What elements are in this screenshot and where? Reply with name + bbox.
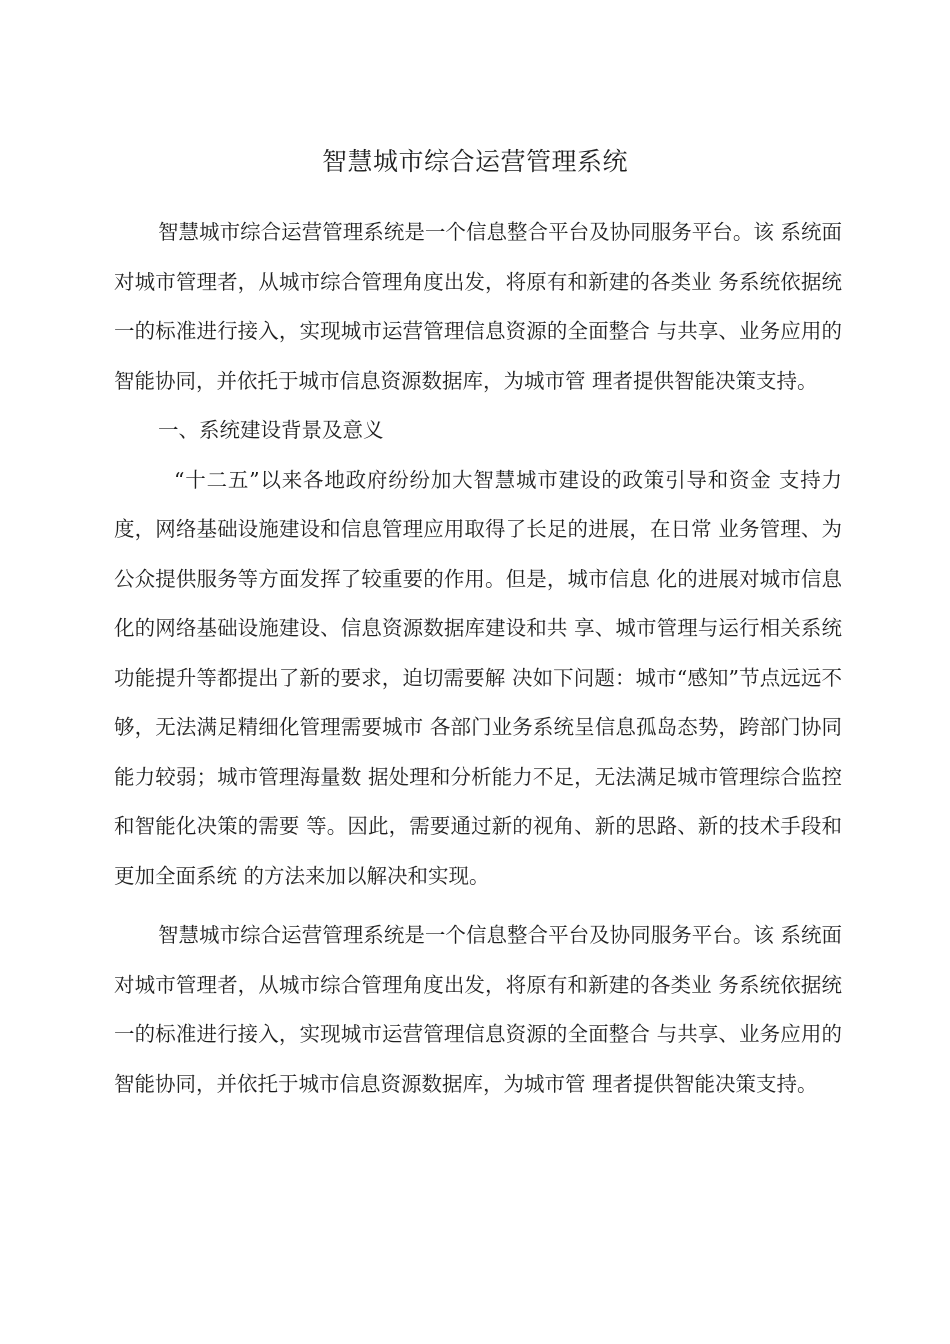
document-title: 智慧城市综合运营管理系统 (321, 147, 628, 176)
paragraph-intro-repeat: 智慧城市综合运营管理系统是一个信息整合平台及协同服务平台。该 系统面对城市管理者，从城市综合管理角度出发，将原有和新建的各类业 务系统依据统一的标准进行接入，实现城市运营管理信息资源的全面整合 与共享、业务应用的智能协同，并依托于城市信息资源数据库，为城市管 理者提供智能决策支持。 (114, 923, 842, 1096)
section-heading-background: 一、系统建设背景及意义 (158, 418, 384, 442)
document-body (114, 208, 842, 1109)
paragraph-intro: 智慧城市综合运营管理系统是一个信息整合平台及协同服务平台。该 系统面对城市管理者，从城市综合管理角度出发，将原有和新建的各类业 务系统依据统一的标准进行接入，实现城市运营管理信息资源的全面整合 与共享、业务应用的智能协同，并依托于城市信息资源数据库，为城市管 理者提供智能决策支持。 (114, 220, 842, 393)
paragraph-background: “十二五”以来各地政府纷纷加大智慧城市建设的政策引导和资金 支持力度，网络基础设施建设和信息管理应用取得了长足的进展，在日常 业务管理、为公众提供服务等方面发挥了较重要的作用。但是，城市信息 化的进展对城市信息化的网络基础设施建设、信息资源数据库建设和共 享、城市管理与运行相关系统功能提升等都提出了新的要求，迫切需要解 决如下问题：城市“感知”节点远远不够，无法满足精细化管理需要城市 各部门业务系统呈信息孤岛态势，跨部门协同能力较弱；城市管理海量数 据处理和分析能力不足，无法满足城市管理综合监控和智能化决策的需要 等。因此，需要通过新的视角、新的思路、新的技术手段和更加全面系统 的方法来加以解决和实现。 (114, 467, 842, 888)
